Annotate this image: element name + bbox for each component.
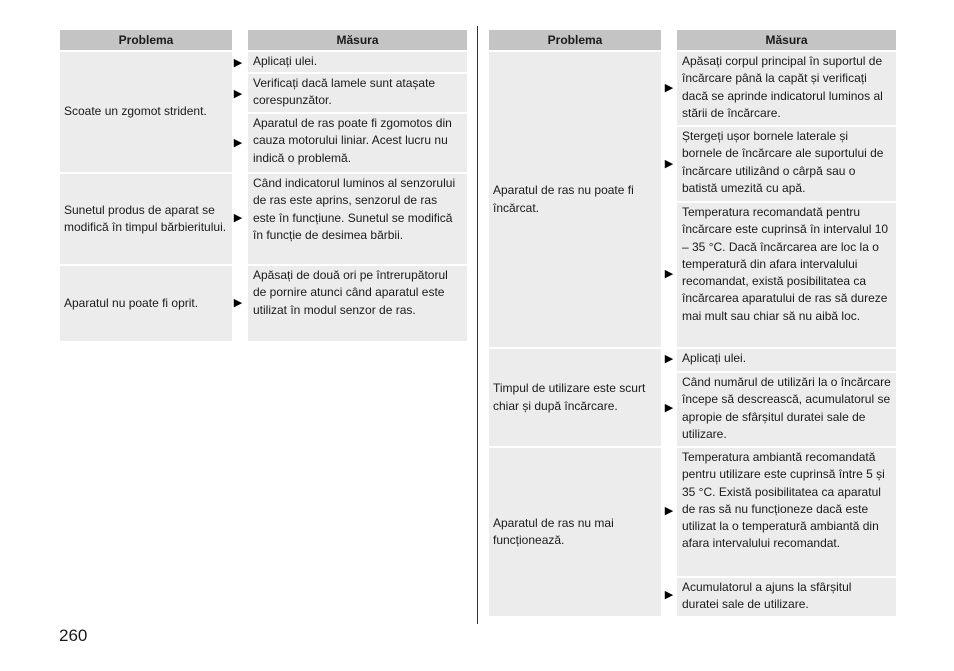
right-measure-3-2: Acumulatorul a ajuns la sfârșitul duratei sale de utilizare. — [677, 578, 896, 616]
left-problem-text-1: Scoate un zgomot strident. — [64, 104, 207, 119]
left-measure-2-1: Când indicatorul luminos al senzorului de ras este aprins, senzorul de ras este în funcțiune. Sunetul se modifică în funcție de desimea bărbii. — [248, 174, 467, 264]
page-number: 260 — [59, 626, 88, 645]
right-header-measure: Măsura — [677, 30, 896, 50]
arrow-icon: ▶ — [233, 88, 243, 100]
arrow-icon: ▶ — [233, 212, 243, 224]
arrow-icon: ▶ — [233, 297, 243, 309]
arrow-icon: ▶ — [664, 82, 674, 94]
left-problem-text-2: Sunetul produs de aparat se modifică în timpul bărbieritului. — [64, 202, 227, 234]
arrow-icon: ▶ — [664, 589, 674, 601]
left-header-measure: Măsura — [248, 30, 467, 50]
right-measure-1-2: Ștergeți ușor bornele laterale și bornele de încărcare ale suportului de încărcare utilizând o cârpă sau o batistă umezită cu apă. — [677, 127, 896, 201]
right-problem-cell-1 — [489, 52, 661, 347]
arrow-icon: ▶ — [664, 158, 674, 170]
right-measure-2-1: Aplicați ulei. — [677, 349, 896, 371]
left-problem-cell-3 — [60, 266, 232, 341]
left-measure-1-3: Aparatul de ras poate fi zgomotos din cauza motorului liniar. Acest lucru nu indică o problemă. — [248, 114, 467, 172]
left-measure-3-1: Apăsați de două ori pe întrerupătorul de pornire atunci când aparatul este utilizat în modul senzor de ras. — [248, 266, 467, 341]
right-problem-cell-2 — [489, 349, 661, 446]
arrow-icon: ▶ — [664, 353, 674, 365]
left-measure-1-2: Verificați dacă lamele sunt atașate corespunzător. — [248, 74, 467, 112]
arrow-icon: ▶ — [664, 268, 674, 280]
arrow-icon: ▶ — [664, 402, 674, 414]
left-header-problem: Problema — [60, 30, 232, 50]
right-problem-text-3: Aparatul de ras nu mai funcționează. — [493, 515, 614, 547]
arrow-icon: ▶ — [233, 137, 243, 149]
right-measure-2-2: Când numărul de utilizări la o încărcare începe să descrească, acumulatorul se apropie de sfârșitul duratei sale de utilizare. — [677, 373, 896, 446]
right-measure-3-1: Temperatura ambiantă recomandată pentru utilizare este cuprinsă între 5 și 35 °C. Există posibilitatea ca aparatul de ras să nu funcționeze dacă este utilizat la o temperatură ambiantă din afara intervalului recomandat. — [677, 448, 896, 576]
left-problem-cell-2 — [60, 174, 232, 264]
left-problem-text-3: Aparatul nu poate fi oprit. — [64, 295, 199, 310]
column-divider — [477, 26, 478, 624]
right-problem-cell-3 — [489, 448, 661, 616]
right-measure-1-1: Apăsați corpul principal în suportul de încărcare până la capăt și verificați dacă se aprinde indicatorul luminos al stării de încărcare. — [677, 52, 896, 125]
arrow-icon: ▶ — [664, 505, 674, 517]
right-problem-text-2: Timpul de utilizare este scurt chiar și după încărcare. — [493, 381, 646, 413]
left-problem-cell-1 — [60, 52, 232, 172]
right-header-problem: Problema — [489, 30, 661, 50]
arrow-icon: ▶ — [233, 57, 243, 69]
right-measure-1-3: Temperatura recomandată pentru încărcare este cuprinsă în intervalul 10 – 35 °C. Dacă încărcarea are loc la o temperatură din afara intervalului recomandat, există posibilitatea ca încărcarea aparatului de ras să dureze mai mult sau chiar să nu aibă loc. — [677, 203, 896, 347]
left-measure-1-1: Aplicați ulei. — [248, 52, 467, 72]
right-problem-text-1: Aparatul de ras nu poate fi încărcat. — [493, 183, 634, 215]
